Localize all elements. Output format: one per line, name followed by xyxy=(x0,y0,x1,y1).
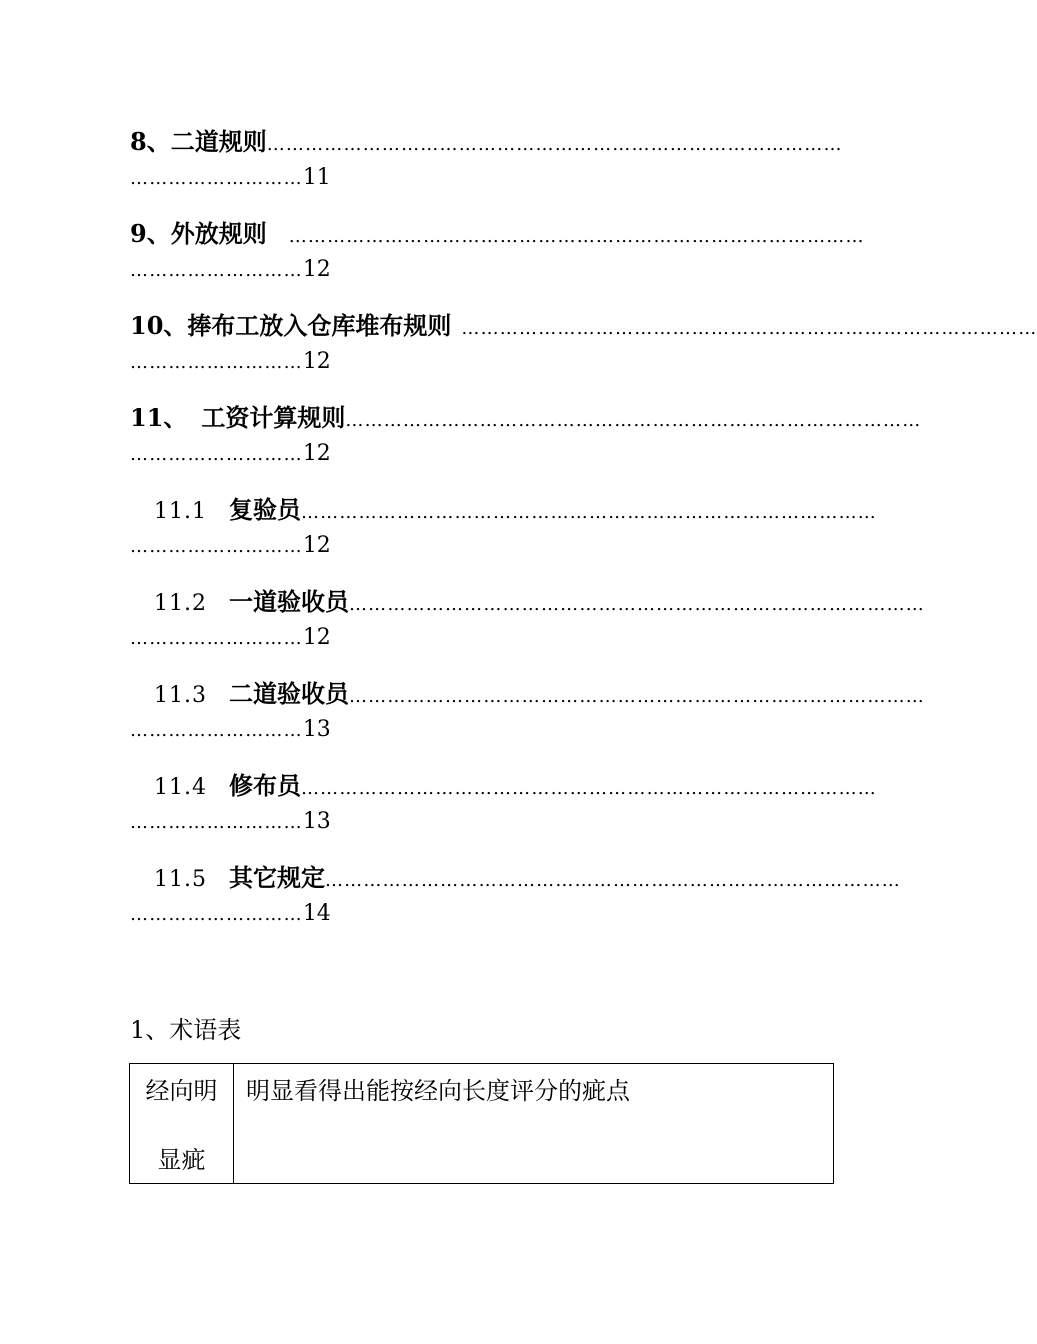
terms-table xyxy=(129,1063,834,1184)
toc-page-number: 13 xyxy=(302,717,331,742)
toc-number: 11.5 xyxy=(154,867,207,892)
toc-entry-11-3[interactable] xyxy=(130,674,925,766)
toc-leader: ……………………………………………………………………………… xyxy=(300,502,877,523)
toc-entry-9[interactable] xyxy=(130,214,865,306)
toc-number: 11、 xyxy=(130,403,188,432)
toc-title: 捧布工放入仓库堆布规则 xyxy=(187,311,452,340)
toc-leader: ……………………… xyxy=(130,812,303,833)
toc-title: 修布员 xyxy=(228,771,301,800)
toc-leader: ……………………………………………………………………………… xyxy=(266,134,843,155)
toc-entry-10[interactable] xyxy=(130,306,1037,398)
toc-entry-11[interactable] xyxy=(130,398,922,490)
toc-leader: ……………………………………………………………………………… xyxy=(324,870,901,891)
table-row xyxy=(130,1064,834,1184)
toc-leader: ……………………… xyxy=(130,720,303,741)
toc-number: 11.4 xyxy=(154,775,207,800)
toc-page-number: 12 xyxy=(302,625,331,650)
toc-entry-11-5[interactable] xyxy=(130,858,901,950)
toc-page-number: 12 xyxy=(302,349,331,374)
toc-entry-11-1[interactable] xyxy=(130,490,877,582)
toc-entry-8[interactable] xyxy=(130,122,843,214)
toc-number: 8、 xyxy=(130,127,171,156)
definition-cell: 明显看得出能按经向长度评分的疵点 xyxy=(234,1064,834,1184)
toc-title: 二道验收员 xyxy=(228,679,349,708)
toc-page-number: 13 xyxy=(302,809,331,834)
toc-number: 11.3 xyxy=(154,683,207,708)
term-cell xyxy=(130,1064,234,1184)
toc-number: 11.1 xyxy=(154,499,207,524)
toc-leader: ……………………… xyxy=(130,444,303,465)
toc-page-number: 12 xyxy=(302,257,331,282)
toc-page-number: 12 xyxy=(302,533,331,558)
toc-leader: ……………………………………………………………………………… xyxy=(345,410,922,431)
toc-entry-11-2[interactable] xyxy=(130,582,925,674)
toc-leader: ……………………… xyxy=(130,904,303,925)
toc-title: 一道验收员 xyxy=(228,587,349,616)
table-of-contents xyxy=(130,122,1037,950)
toc-title: 其它规定 xyxy=(228,863,325,892)
toc-leader: ……………………………………………………………………………… xyxy=(348,594,925,615)
toc-leader: ……………………… xyxy=(130,536,303,557)
toc-leader: ……………………… xyxy=(130,352,303,373)
toc-leader: ……………………… xyxy=(130,628,303,649)
toc-number: 11.2 xyxy=(154,591,207,616)
toc-leader: ……………………………………………………………………………… xyxy=(348,686,925,707)
term-line: 显疵 xyxy=(157,1146,206,1174)
toc-title: 复验员 xyxy=(228,495,301,524)
toc-title: 外放规则 xyxy=(170,219,267,248)
toc-page-number: 11 xyxy=(302,165,331,190)
toc-title: 二道规则 xyxy=(170,127,267,156)
toc-page-number: 14 xyxy=(302,901,331,926)
toc-title: 工资计算规则 xyxy=(201,403,346,432)
toc-leader: ……………………………………………………………………………… xyxy=(300,778,877,799)
toc-page-number: 12 xyxy=(302,441,331,466)
toc-number: 9、 xyxy=(130,219,171,248)
toc-entry-11-4[interactable] xyxy=(130,766,877,858)
toc-leader: ……………………… xyxy=(130,260,303,281)
toc-leader: ……………………………………………………………………………… xyxy=(461,318,1037,339)
section-heading: 1、术语表 xyxy=(130,1016,242,1044)
term-line: 经向明 xyxy=(145,1077,218,1105)
toc-number: 10、 xyxy=(130,311,188,340)
toc-leader: ……………………… xyxy=(130,168,303,189)
toc-leader: ……………………………………………………………………………… xyxy=(288,226,865,247)
